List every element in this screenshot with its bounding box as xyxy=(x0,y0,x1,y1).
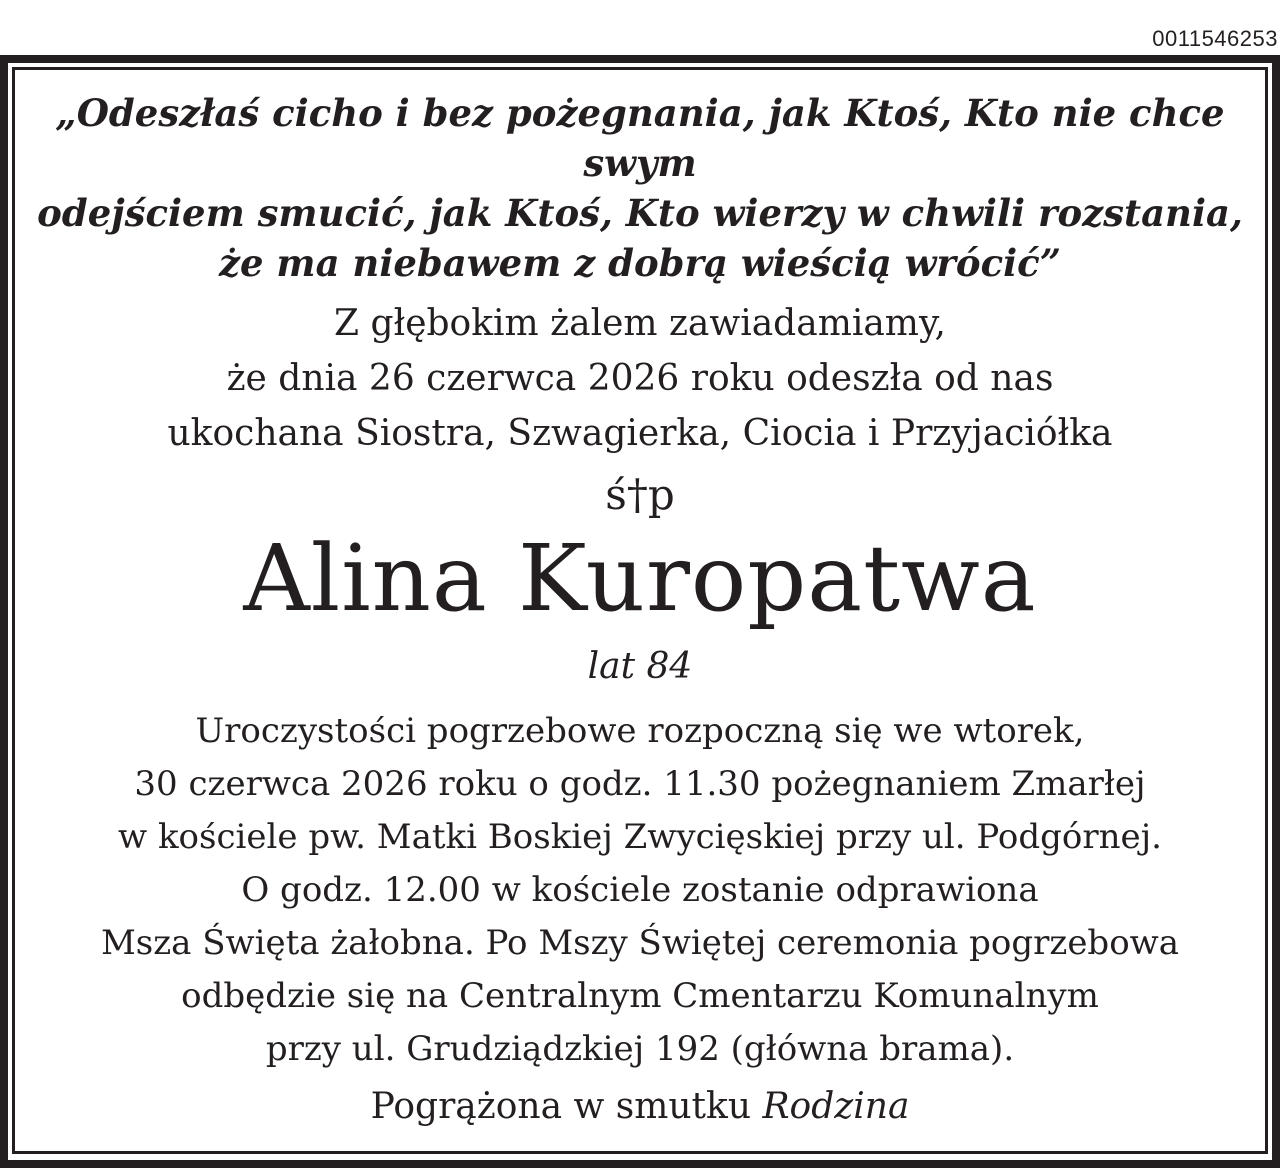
funeral-line: O godz. 12.00 w kościele zostanie odprawiona xyxy=(241,870,1039,910)
funeral-line: odbędzie się na Centralnym Cmentarzu Komunalnym xyxy=(181,976,1099,1016)
funeral-details xyxy=(15,705,1265,1076)
motto-line: że ma niebawem z dobrą wieścią wrócić” xyxy=(218,241,1061,285)
signature-text: Pogrążona w smutku xyxy=(370,1086,763,1127)
obituary-content xyxy=(15,70,1265,1135)
funeral-line: w kościele pw. Matki Boskiej Zwycięskiej przy ul. Podgórnej. xyxy=(118,817,1162,857)
funeral-line: Msza Święta żałobna. Po Mszy Świętej ceremonia pogrzebowa xyxy=(100,923,1180,963)
deceased-age: lat 84 xyxy=(587,646,693,687)
funeral-line: Uroczystości pogrzebowe rozpoczną się we wtorek, xyxy=(195,711,1085,751)
intro-line: że dnia 26 czerwca 2026 roku odeszła od nas xyxy=(226,358,1054,399)
stp-abbreviation: ś†p xyxy=(605,470,675,519)
motto-line: „Odeszłaś cicho i bez pożegnania, jak Ktoś, Kto nie chce swym xyxy=(55,91,1225,185)
intro-line: ukochana Siostra, Szwagierka, Ciocia i Przyjaciółka xyxy=(167,413,1113,454)
motto-quote xyxy=(15,88,1265,288)
funeral-line: 30 czerwca 2026 roku o godz. 11.30 pożegnaniem Zmarłej xyxy=(134,764,1146,804)
deceased-name: Alina Kuropatwa xyxy=(243,525,1037,632)
intro-line: Z głębokim żalem zawiadamiamy, xyxy=(334,303,946,344)
notice-id: 0011546253 xyxy=(1152,26,1278,51)
funeral-line: przy ul. Grudziądzkiej 192 (główna brama). xyxy=(265,1029,1015,1069)
signature-family: Rodzina xyxy=(762,1086,910,1127)
motto-line: odejściem smucić, jak Ktoś, Kto wierzy w chwili rozstania, xyxy=(37,191,1243,235)
signature xyxy=(15,1079,1265,1135)
intro-text xyxy=(15,296,1265,461)
